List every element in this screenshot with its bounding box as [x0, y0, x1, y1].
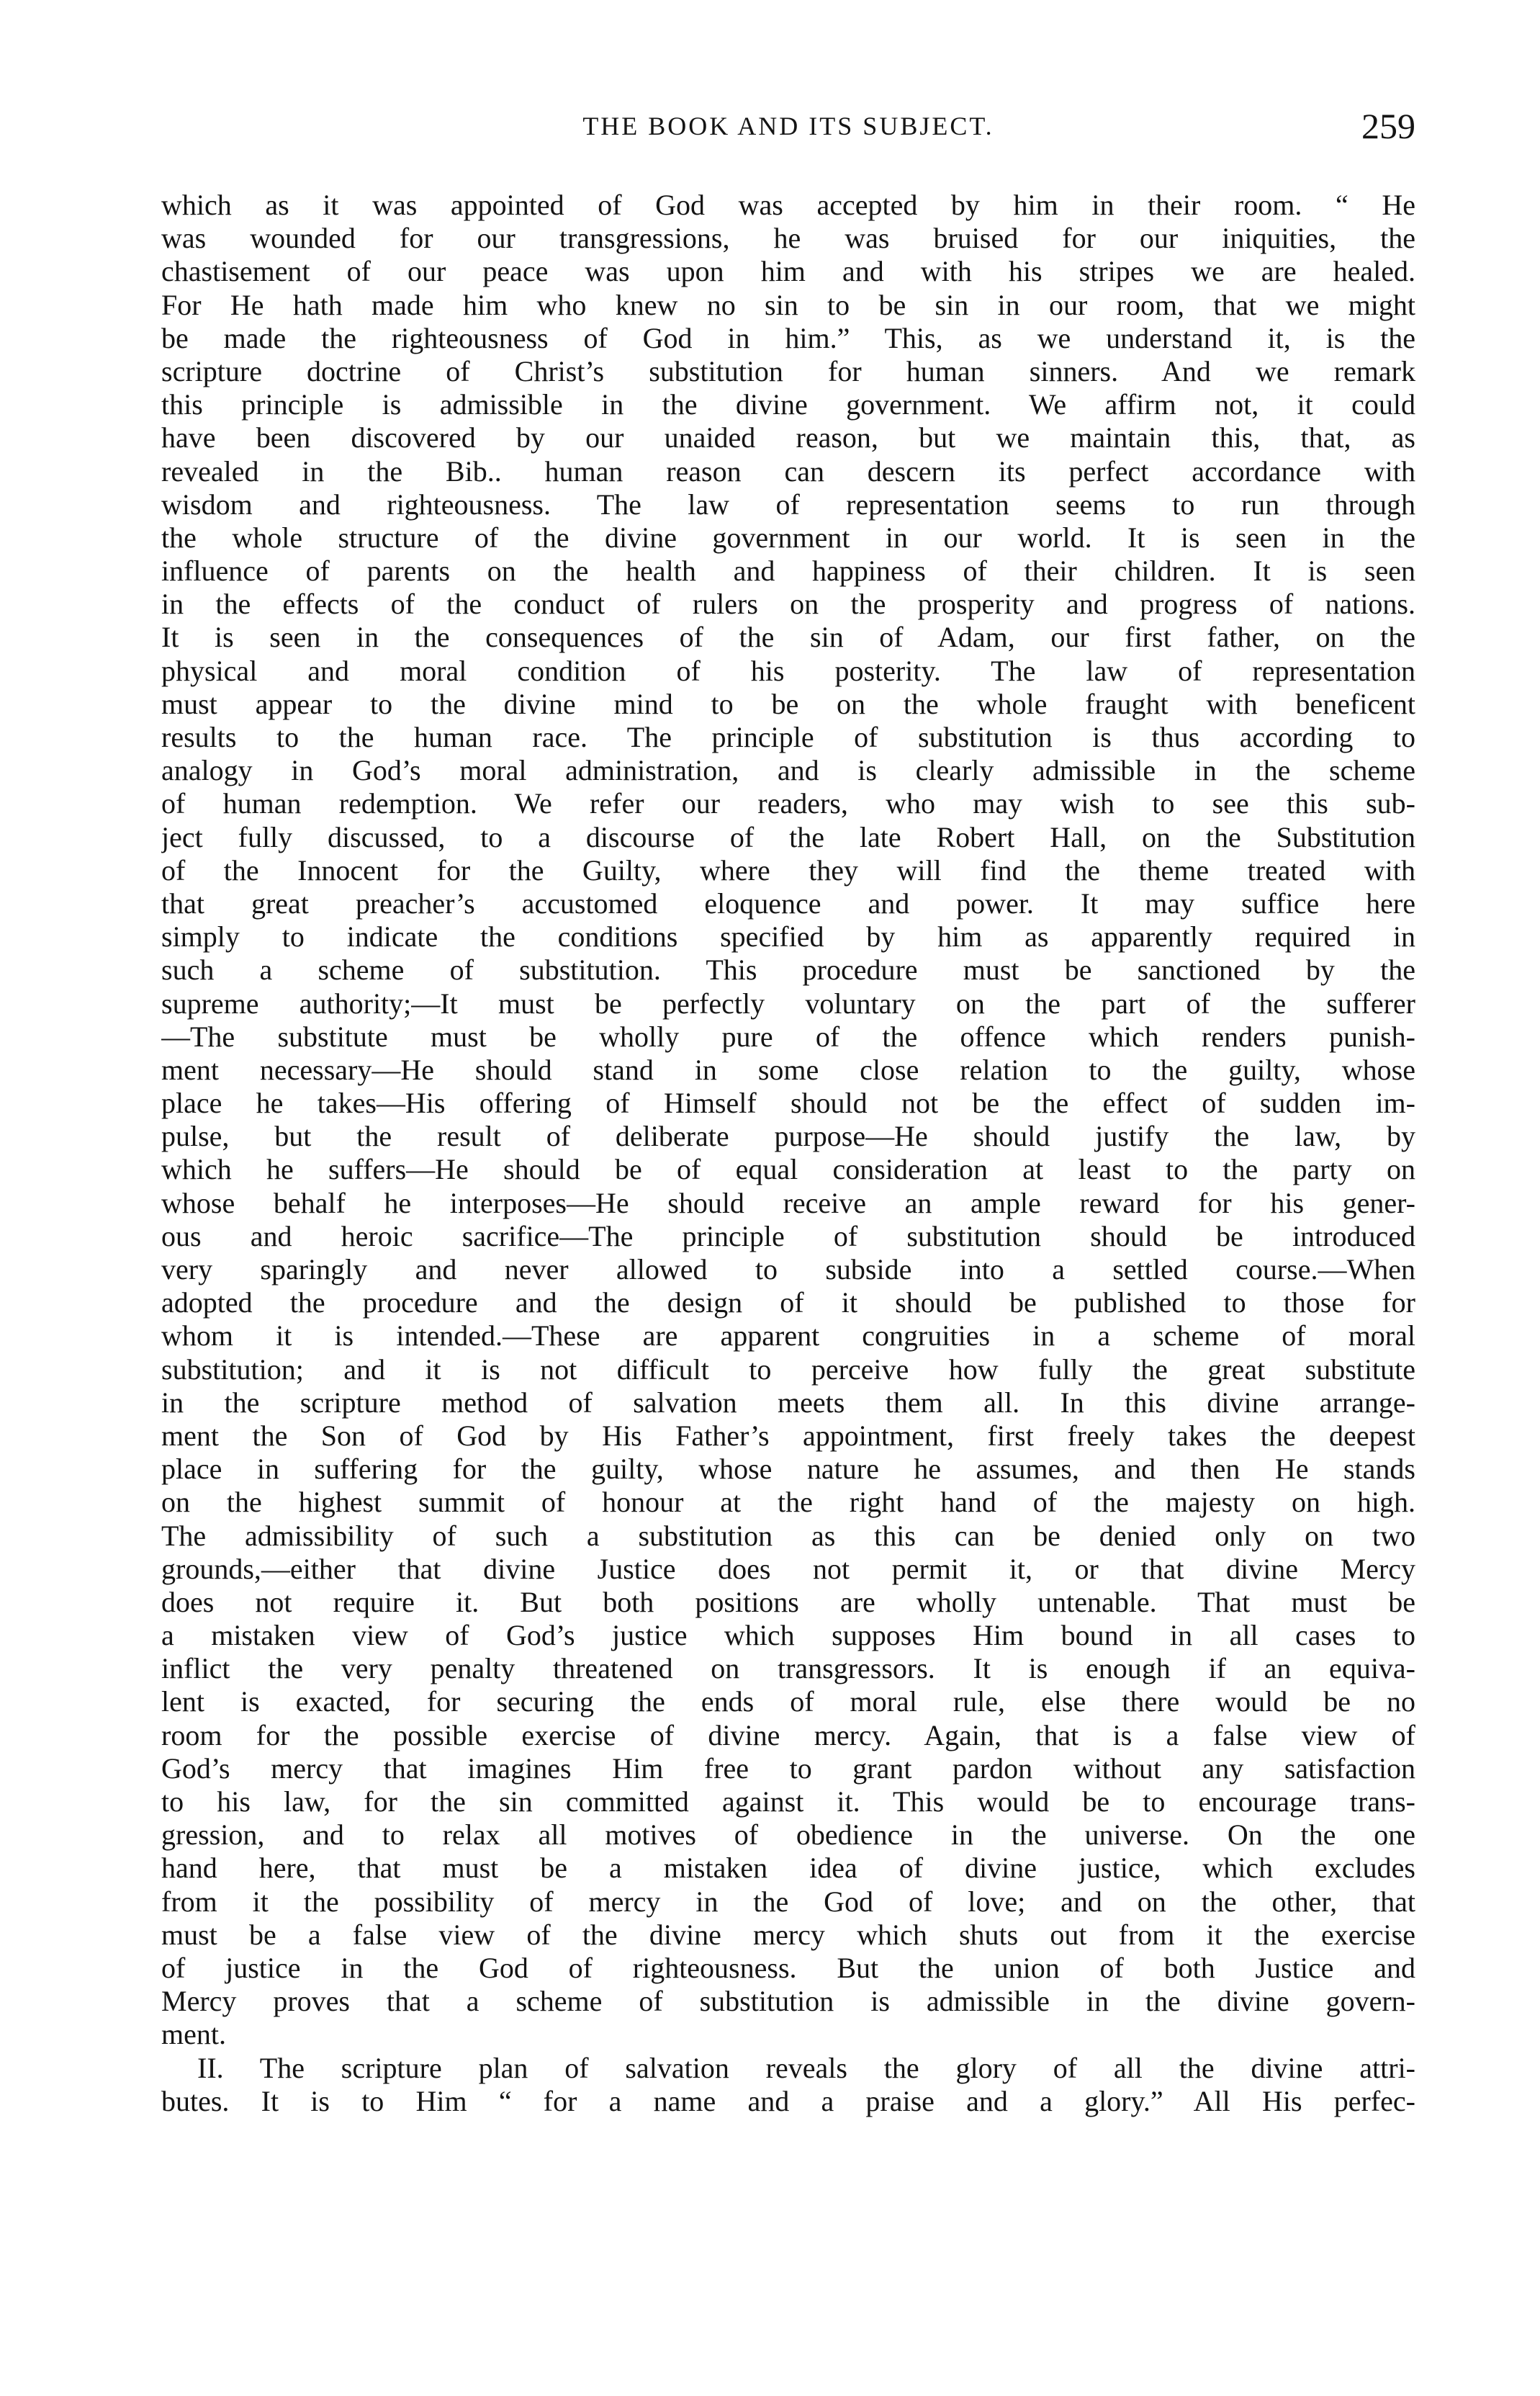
- text-line: in the scripture method of salvation meets them all. In this divine arrange-: [161, 1386, 1415, 1419]
- text-line: be made the righteousness of God in him.” This, as we understand it, is the: [161, 321, 1415, 354]
- text-line: —The substitute must be wholly pure of the offence which renders punish-: [161, 1020, 1415, 1053]
- text-line: the whole structure of the divine government in our world. It is seen in the: [161, 521, 1415, 554]
- text-line: pulse, but the result of deliberate purpose—He should justify the law, by: [161, 1120, 1415, 1153]
- text-line: in the effects of the conduct of rulers on the prosperity and progress of nations.: [161, 588, 1415, 621]
- text-line: chastisement of our peace was upon him and with his stripes we are healed.: [161, 255, 1415, 288]
- page-header: [161, 105, 1415, 148]
- text-line: whom it is intended.—These are apparent congruities in a scheme of moral: [161, 1319, 1415, 1352]
- text-line: which he suffers—He should be of equal consideration at least to the party on: [161, 1153, 1415, 1186]
- text-line: to his law, for the sin committed against it. This would be to encourage trans-: [161, 1785, 1415, 1818]
- text-line: place he takes—His offering of Himself should not be the effect of sudden im-: [161, 1087, 1415, 1120]
- text-line: physical and moral condition of his posterity. The law of representation: [161, 654, 1415, 687]
- text-line: influence of parents on the health and happiness of their children. It is seen: [161, 555, 1415, 588]
- text-line: supreme authority;—It must be perfectly voluntary on the part of the sufferer: [161, 987, 1415, 1020]
- text-line: ous and heroic sacrifice—The principle of substitution should be introduced: [161, 1219, 1415, 1252]
- text-line: such a scheme of substitution. This procedure must be sanctioned by the: [161, 954, 1415, 987]
- text-line: results to the human race. The principle of substitution is thus according to: [161, 721, 1415, 753]
- text-line: Mercy proves that a scheme of substitution is admissible in the divine govern-: [161, 1985, 1415, 2018]
- text-line: from it the possibility of mercy in the God of love; and on the other, that: [161, 1885, 1415, 1918]
- text-line: inflict the very penalty threatened on transgressors. It is enough if an equiva-: [161, 1652, 1415, 1685]
- text-line: It is seen in the consequences of the sin of Adam, our first father, on the: [161, 621, 1415, 654]
- text-line: butes. It is to Him “ for a name and a praise and a glory.” All His perfec-: [161, 2084, 1415, 2117]
- text-line: of justice in the God of righteousness. But the union of both Justice and: [161, 1951, 1415, 1984]
- running-head: THE BOOK AND ITS SUBJECT.: [582, 112, 994, 140]
- text-line: have been discovered by our unaided reason, but we maintain this, that, as: [161, 421, 1415, 454]
- text-line: revealed in the Bib.. human reason can descern its perfect accordance with: [161, 454, 1415, 488]
- text-line: simply to indicate the conditions specified by him as apparently required in: [161, 920, 1415, 954]
- text-line: The admissibility of such a substitution as this can be denied only on two: [161, 1519, 1415, 1552]
- text-line: lent is exacted, for securing the ends of moral rule, else there would be no: [161, 1685, 1415, 1718]
- text-line: that great preacher’s accustomed eloquence and power. It may suffice here: [161, 887, 1415, 920]
- text-line: of the Innocent for the Guilty, where they will find the theme treated with: [161, 853, 1415, 887]
- page-number: 259: [1361, 106, 1415, 146]
- body-text: [161, 189, 1415, 2118]
- text-line: does not require it. But both positions are wholly untenable. That must be: [161, 1585, 1415, 1618]
- text-line: analogy in God’s moral administration, and is clearly admissible in the scheme: [161, 754, 1415, 787]
- text-line: hand here, that must be a mistaken idea of divine justice, which excludes: [161, 1852, 1415, 1885]
- text-line: must appear to the divine mind to be on the whole fraught with beneficent: [161, 687, 1415, 720]
- text-line: very sparingly and never allowed to subside into a settled course.—When: [161, 1253, 1415, 1286]
- text-line: ment the Son of God by His Father’s appointment, first freely takes the deepest: [161, 1419, 1415, 1452]
- text-line: whose behalf he interposes—He should receive an ample reward for his gener-: [161, 1186, 1415, 1219]
- text-line: II. The scripture plan of salvation reveals the glory of all the divine attri-: [197, 2051, 1415, 2084]
- text-line: which as it was appointed of God was accepted by him in their room. “ He: [161, 189, 1415, 221]
- text-line: adopted the procedure and the design of it should be published to those for: [161, 1286, 1415, 1319]
- text-line: on the highest summit of honour at the right hand of the majesty on high.: [161, 1486, 1415, 1519]
- text-line: of human redemption. We refer our readers, who may wish to see this sub-: [161, 787, 1415, 820]
- text-line: a mistaken view of God’s justice which supposes Him bound in all cases to: [161, 1619, 1415, 1652]
- text-line: ment necessary—He should stand in some close relation to the guilty, whose: [161, 1053, 1415, 1086]
- text-line: was wounded for our transgressions, he was bruised for our iniquities, the: [161, 222, 1415, 255]
- text-line: grounds,—either that divine Justice does not permit it, or that divine Mercy: [161, 1552, 1415, 1585]
- text-line: wisdom and righteousness. The law of representation seems to run through: [161, 488, 1415, 521]
- text-line: substitution; and it is not difficult to perceive how fully the great substitute: [161, 1352, 1415, 1386]
- text-line: must be a false view of the divine mercy which shuts out from it the exercise: [161, 1918, 1415, 1951]
- text-line: gression, and to relax all motives of obedience in the universe. On the one: [161, 1818, 1415, 1852]
- text-line: For He hath made him who knew no sin to be sin in our room, that we might: [161, 288, 1415, 321]
- text-line: place in suffering for the guilty, whose nature he assumes, and then He stands: [161, 1453, 1415, 1486]
- text-line: ment.: [161, 2018, 226, 2051]
- text-line: this principle is admissible in the divine government. We affirm not, it could: [161, 388, 1415, 421]
- text-line: God’s mercy that imagines Him free to grant pardon without any satisfaction: [161, 1751, 1415, 1785]
- text-line: ject fully discussed, to a discourse of the late Robert Hall, on the Substitution: [161, 820, 1415, 853]
- text-line: room for the possible exercise of divine mercy. Again, that is a false view of: [161, 1718, 1415, 1751]
- text-line: scripture doctrine of Christ’s substitution for human sinners. And we remark: [161, 354, 1415, 387]
